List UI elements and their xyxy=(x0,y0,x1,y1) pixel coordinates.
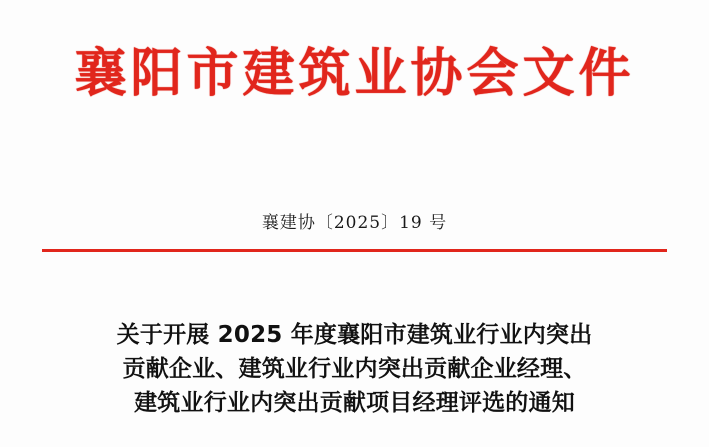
document-heading-line-2: 贡献企业、建筑业行业内突出贡献企业经理、 xyxy=(122,356,587,383)
document-number: 襄建协〔2025〕19 号 xyxy=(261,213,448,233)
document-heading-line-1: 关于开展 2025 年度襄阳市建筑业行业内突出 xyxy=(116,322,593,348)
masthead-title: 襄阳市建筑业协会文件 xyxy=(74,43,635,104)
red-separator-rule xyxy=(42,249,667,252)
document-heading xyxy=(58,318,651,420)
document-heading-line-3: 建筑业行业内突出贡献项目经理评选的通知 xyxy=(134,390,575,417)
masthead xyxy=(0,44,709,104)
